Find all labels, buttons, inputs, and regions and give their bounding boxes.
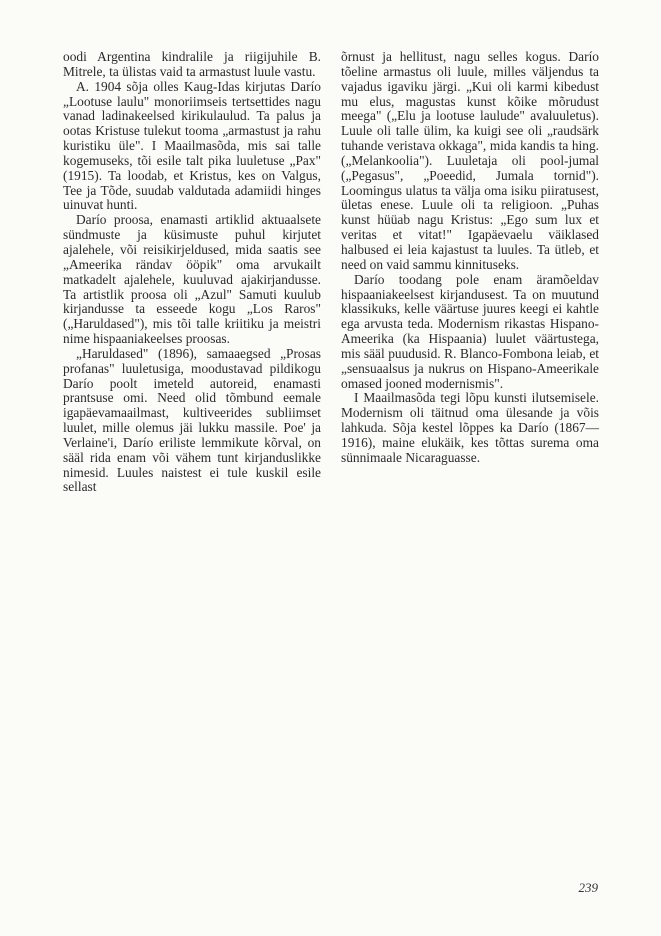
left-text-column bbox=[63, 50, 321, 495]
paragraph: Darío toodang pole enam äramõeldav hispaaniakeelsest kirjandusest. Ta on muutund klassikuks, kelle väärtuse juures keegi ei kahtle ega arvusta teda. Modernism rikastas Hispano-Ameerika (ka Hispaania) luulet väärtustega, mis sääl puudusid. R. Blanco-Fombona leiab, et „sensuaalsus ja nukrus on Hispano-Ameerikale omased jooned modernismis". bbox=[341, 271, 599, 391]
right-text-column bbox=[341, 50, 599, 466]
paragraph: oodi Argentina kindralile ja riigijuhile B. Mitrele, ta ülistas vaid ta armastust luule vastu. bbox=[63, 49, 321, 79]
paragraph: I Maailmasõda tegi lõpu kunsti ilutsemisele. Modernism oli täitnud oma ülesande ja võis lahkuda. Sõja kestel lõppes ka Darío (1867—1916), maine elukäik, kes tõttas surema oma sünnimaale Nicaraguasse. bbox=[341, 390, 599, 465]
paragraph: Darío proosa, enamasti artiklid aktuaalsete sündmuste ja küsimuste puhul kirjutet ajalehele, või reisikirjeldused, mida saatis see „Ameerika rändav ööpik" oma arvukailt matkadelt ajalehele, kuuluvad ajakirjandusse. Ta artistlik proosa oli „Azul" Samuti kuulub kirjandusse ta esseede kogu „Los Raros" („Haruldased"), mis tõi talle kriitiku ja meistri nime hispaaniakeelses proosas. bbox=[63, 212, 321, 347]
paragraph: A. 1904 sõja olles Kaug-Idas kirjutas Darío „Lootuse laulu" monoriimseis tertsettides nagu vanad ladinakeelsed kirikulaulud. Ta palus ja ootas Kristuse tulekut tooma „armastust ja rahu kuristiku üle". I Maailmasõda, mis sai talle kogemuseks, tõi esile talt pika luuletuse „Pax" (1915). Ta loodab, et Kristus, kes on Valgus, Tee ja Tõde, suudab valdutada adamiidi hinges uinuvat hunti. bbox=[63, 78, 321, 213]
page-number: 239 bbox=[578, 880, 598, 895]
paragraph: „Haruldased" (1896), samaaegsed „Prosas profanas" luuletusiga, moodustavad pildikogu Darío poolt imeteld autoreid, enamasti prantsuse omi. Need olid tõmbund eemale igapäevamaailmast, kultiveerides subliimset luulet, mille olemus jäi lukku massile. Poe' ja Verlaine'i, Darío eriliste lemmikute kõrval, on sääl rida enam või vähem tunt kirjanduslikke nimesid. Luules naistest ei tule kuskil esile sellast bbox=[63, 345, 321, 495]
paragraph: õrnust ja hellitust, nagu selles kogus. Darío tõeline armastus oli luule, milles väljendus ta vajadus igaviku järgi. „Kui oli karmi kibedust mu elus, magustas kunst kõike mõrudust meega" („Elu ja lootuse laulude" avaluuletus). Luule oli talle ülim, ka kuigi see oli „raudsärk tuhande veristava okkaga", mida kandis ta hing. („Melankoolia"). Luuletaja oli pool-jumal („Pegasus", „Poeedid, Jumala tornid"). Loomingus ulatus ta välja oma isiku piiratusest, ületas enese. Luule oli ta religioon. „Puhas kunst hüüab nagu Kristus: „Ego sum lux et veritas et vitat!" Igapäevaelu väiklased halbused ei leia kajastust ta luules. Ta ütleb, et need on vaid sammu kinnituseks. bbox=[341, 49, 599, 272]
